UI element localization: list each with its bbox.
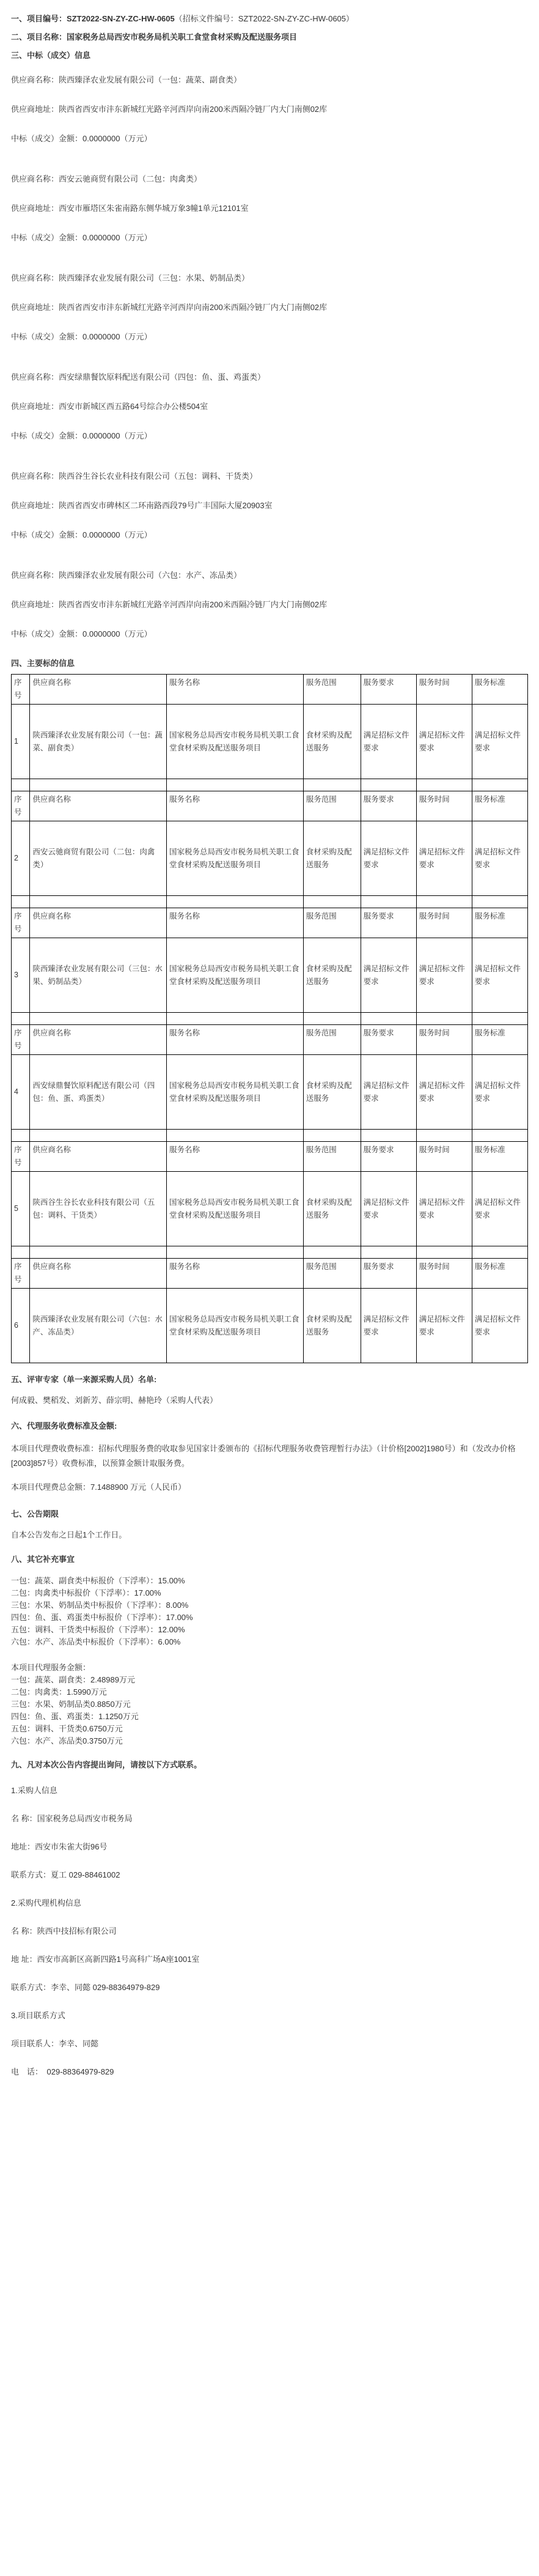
header-service-name: 服务名称 [167, 1142, 304, 1172]
header-service-scope: 服务范围 [303, 1142, 361, 1172]
spacer-cell [303, 1130, 361, 1142]
winner-amount: 中标（成交）金额：0.0000000（万元） [11, 233, 152, 242]
spacer-cell [361, 896, 416, 908]
fee-breakdown-item: 四包：鱼、蛋、鸡蛋类：1.1250万元 [11, 1712, 139, 1721]
header-seq: 序号 [12, 908, 30, 938]
period-text: 自本公告发布之日起1个工作日。 [11, 1530, 127, 1539]
spacer-cell [303, 779, 361, 791]
project-number-label: 一、项目编号： [11, 14, 67, 23]
spacer-cell [167, 1013, 304, 1025]
cell-supplier: 陕西臻泽农业发展有限公司（一包：蔬菜、副食类） [30, 705, 167, 779]
header-service-req: 服务要求 [361, 675, 416, 705]
rate-item: 六包：水产、冻品类中标报价（下浮率）：6.00% [11, 1637, 181, 1646]
cell-supplier: 陕西谷生谷长农业科技有限公司（五包：调料、干货类） [30, 1172, 167, 1246]
cell-service-time: 满足招标文件要求 [416, 1172, 472, 1246]
table-row [12, 1055, 528, 1130]
spacer-cell [361, 1246, 416, 1259]
winners-section-title: 三、中标（成交）信息 [11, 51, 91, 60]
purchaser-head: 1.采购人信息 [11, 1786, 57, 1795]
winner-supplier: 供应商名称：陕西臻泽农业发展有限公司（一包：蔬菜、副食类） [11, 75, 242, 84]
header-service-std: 服务标准 [472, 1025, 527, 1055]
cell-service-name: 国家税务总局西安市税务局机关职工食堂食材采购及配送服务项目 [167, 1055, 304, 1130]
contact-title: 九、凡对本次公告内容提出询问，请按以下方式联系。 [11, 1760, 202, 1769]
fee-breakdown-item: 三包：水果、奶制品类0.8850万元 [11, 1700, 131, 1709]
header-supplier: 供应商名称 [30, 791, 167, 821]
winner-amount: 中标（成交）金额：0.0000000（万元） [11, 431, 152, 440]
cell-supplier: 西安绿鼎餐饮原料配送有限公司（四包：鱼、蛋、鸡蛋类） [30, 1055, 167, 1130]
other-title: 八、其它补充事宜 [11, 1555, 75, 1564]
fee-breakdown-item: 五包：调料、干货类0.6750万元 [11, 1724, 123, 1733]
table-row [12, 821, 528, 896]
winner-supplier: 供应商名称：陕西臻泽农业发展有限公司（三包：水果、奶制品类） [11, 273, 250, 283]
spacer-cell [472, 896, 527, 908]
header-supplier: 供应商名称 [30, 675, 167, 705]
winner-address: 供应商地址：西安市新城区西五路64号综合办公楼504室 [11, 402, 208, 411]
fee-breakdown-item: 六包：水产、冻品类0.3750万元 [11, 1736, 123, 1745]
header-seq: 序号 [12, 791, 30, 821]
cell-service-time: 满足招标文件要求 [416, 705, 472, 779]
header-supplier: 供应商名称 [30, 1142, 167, 1172]
header-service-name: 服务名称 [167, 675, 304, 705]
table-header-row [12, 1142, 528, 1172]
project-name-label: 二、项目名称： [11, 32, 67, 42]
table-row [12, 938, 528, 1013]
spacer-cell [416, 779, 472, 791]
spacer-cell [12, 1130, 30, 1142]
winner-block [11, 371, 528, 470]
spacer-cell [12, 1013, 30, 1025]
header-service-req: 服务要求 [361, 791, 416, 821]
header-service-scope: 服务范围 [303, 1259, 361, 1289]
cell-seq: 5 [12, 1172, 30, 1246]
header-service-name: 服务名称 [167, 1259, 304, 1289]
spacer-cell [12, 779, 30, 791]
header-service-name: 服务名称 [167, 791, 304, 821]
spacer-cell [361, 1130, 416, 1142]
header-seq: 序号 [12, 1142, 30, 1172]
header-service-scope: 服务范围 [303, 791, 361, 821]
header-service-std: 服务标准 [472, 675, 527, 705]
cell-service-time: 满足招标文件要求 [416, 1055, 472, 1130]
spacer-cell [416, 1013, 472, 1025]
header-service-std: 服务标准 [472, 1259, 527, 1289]
cell-service-std: 满足招标文件要求 [472, 821, 527, 896]
cell-supplier: 陕西臻泽农业发展有限公司（六包：水产、冻品类） [30, 1289, 167, 1363]
winner-block [11, 569, 528, 650]
table-spacer-row [12, 1246, 528, 1259]
cell-service-name: 国家税务总局西安市税务局机关职工食堂食材采购及配送服务项目 [167, 938, 304, 1013]
spacer-cell [12, 896, 30, 908]
project-contact-phone: 电 话： 029-88364979-829 [11, 2067, 114, 2076]
fee-total-text: 本项目代理费总金额：7.1488900 万元（人民币） [11, 1482, 186, 1492]
project-contact-person: 项目联系人：李幸、同懿 [11, 2039, 99, 2048]
winner-block [11, 73, 528, 172]
agency-phone: 联系方式：李幸、同懿 029-88364979-829 [11, 1983, 160, 1992]
spacer-cell [167, 1246, 304, 1259]
spacer-cell [472, 1130, 527, 1142]
spacer-cell [30, 896, 167, 908]
main-items-table [11, 674, 528, 1363]
header-service-req: 服务要求 [361, 1259, 416, 1289]
period-title: 七、公告期限 [11, 1509, 59, 1519]
cell-seq: 6 [12, 1289, 30, 1363]
header-seq: 序号 [12, 675, 30, 705]
winner-supplier: 供应商名称：陕西谷生谷长农业科技有限公司（五包：调料、干货类） [11, 472, 258, 481]
winner-block [11, 172, 528, 272]
cell-service-name: 国家税务总局西安市税务局机关职工食堂食材采购及配送服务项目 [167, 1289, 304, 1363]
cell-service-req: 满足招标文件要求 [361, 1289, 416, 1363]
header-service-name: 服务名称 [167, 908, 304, 938]
header-service-time: 服务时间 [416, 1025, 472, 1055]
spacer-cell [303, 1013, 361, 1025]
header-service-std: 服务标准 [472, 791, 527, 821]
spacer-cell [30, 1246, 167, 1259]
project-number-value: SZT2022-SN-ZY-ZC-HW-0605 [67, 14, 175, 23]
table-row [12, 1172, 528, 1246]
header-service-req: 服务要求 [361, 1025, 416, 1055]
header-supplier: 供应商名称 [30, 1259, 167, 1289]
header-service-scope: 服务范围 [303, 1025, 361, 1055]
table-header-row [12, 1025, 528, 1055]
spacer-cell [361, 1013, 416, 1025]
cell-seq: 2 [12, 821, 30, 896]
cell-service-name: 国家税务总局西安市税务局机关职工食堂食材采购及配送服务项目 [167, 1172, 304, 1246]
purchaser-name: 名 称：国家税务总局西安市税务局 [11, 1814, 133, 1823]
header-service-req: 服务要求 [361, 1142, 416, 1172]
purchaser-phone: 联系方式：夏工 029-88461002 [11, 1870, 120, 1879]
spacer-cell [472, 779, 527, 791]
table-header-row [12, 675, 528, 705]
cell-service-scope: 食材采购及配送服务 [303, 705, 361, 779]
header-service-req: 服务要求 [361, 908, 416, 938]
project-number-note: （招标文件编号：SZT2022-SN-ZY-ZC-HW-0605） [174, 14, 354, 23]
header-service-time: 服务时间 [416, 1259, 472, 1289]
table-row [12, 1289, 528, 1363]
cell-service-std: 满足招标文件要求 [472, 1055, 527, 1130]
spacer-cell [303, 1246, 361, 1259]
cell-service-req: 满足招标文件要求 [361, 938, 416, 1013]
winner-supplier: 供应商名称：西安云驰商贸有限公司（二包：肉禽类） [11, 174, 202, 183]
header-supplier: 供应商名称 [30, 1025, 167, 1055]
header-service-time: 服务时间 [416, 675, 472, 705]
cell-service-scope: 食材采购及配送服务 [303, 1172, 361, 1246]
table-header-row [12, 1259, 528, 1289]
rate-item: 一包：蔬菜、副食类中标报价（下浮率）：15.00% [11, 1576, 185, 1585]
project-number-line [11, 12, 528, 26]
winner-address: 供应商地址：陕西省西安市沣东新城红光路辛河西岸向南200米西隔冷链厂内大门南侧02库 [11, 105, 328, 114]
header-service-scope: 服务范围 [303, 675, 361, 705]
spacer-cell [416, 896, 472, 908]
rate-item: 二包：肉禽类中标报价（下浮率）：17.00% [11, 1588, 161, 1597]
fee-breakdown-head: 本项目代理服务金额： [11, 1663, 91, 1672]
cell-service-time: 满足招标文件要求 [416, 821, 472, 896]
project-contact-head: 3.项目联系方式 [11, 2011, 65, 2020]
cell-service-scope: 食材采购及配送服务 [303, 1055, 361, 1130]
table-header-row [12, 791, 528, 821]
cell-service-name: 国家税务总局西安市税务局机关职工食堂食材采购及配送服务项目 [167, 705, 304, 779]
spacer-cell [30, 1013, 167, 1025]
spacer-cell [416, 1246, 472, 1259]
cell-service-scope: 食材采购及配送服务 [303, 821, 361, 896]
header-supplier: 供应商名称 [30, 908, 167, 938]
fee-breakdown-list [11, 1662, 528, 1747]
cell-service-time: 满足招标文件要求 [416, 938, 472, 1013]
spacer-cell [167, 896, 304, 908]
experts-names: 何成毅、樊稻发、刘新芳、薛宗明、赫艳玲（采购人代表） [11, 1396, 218, 1405]
header-service-scope: 服务范围 [303, 908, 361, 938]
table-spacer-row [12, 896, 528, 908]
spacer-cell [361, 779, 416, 791]
header-service-time: 服务时间 [416, 908, 472, 938]
winner-amount: 中标（成交）金额：0.0000000（万元） [11, 332, 152, 341]
table-row [12, 705, 528, 779]
project-name-line [11, 31, 528, 44]
cell-service-std: 满足招标文件要求 [472, 705, 527, 779]
winner-amount: 中标（成交）金额：0.0000000（万元） [11, 134, 152, 143]
fee-breakdown-item: 二包：肉禽类：1.5990万元 [11, 1687, 107, 1697]
spacer-cell [30, 1130, 167, 1142]
cell-service-req: 满足招标文件要求 [361, 821, 416, 896]
spacer-cell [167, 779, 304, 791]
cell-service-time: 满足招标文件要求 [416, 1289, 472, 1363]
cell-service-std: 满足招标文件要求 [472, 1289, 527, 1363]
cell-service-std: 满足招标文件要求 [472, 1172, 527, 1246]
table-spacer-row [12, 1130, 528, 1142]
spacer-cell [472, 1013, 527, 1025]
header-service-name: 服务名称 [167, 1025, 304, 1055]
spacer-cell [416, 1130, 472, 1142]
cell-service-scope: 食材采购及配送服务 [303, 1289, 361, 1363]
cell-seq: 1 [12, 705, 30, 779]
winner-address: 供应商地址：西安市雁塔区朱雀南路东侧华城万象3幢1单元12101室 [11, 204, 249, 213]
cell-service-req: 满足招标文件要求 [361, 705, 416, 779]
agency-address: 地 址：西安市高新区高新四路1号高科广场A座1001室 [11, 1955, 200, 1964]
cell-supplier: 陕西臻泽农业发展有限公司（三包：水果、奶制品类） [30, 938, 167, 1013]
cell-seq: 3 [12, 938, 30, 1013]
fee-breakdown-item: 一包：蔬菜、副食类：2.48989万元 [11, 1675, 135, 1684]
agency-head: 2.采购代理机构信息 [11, 1898, 81, 1908]
table-spacer-row [12, 779, 528, 791]
rate-item: 三包：水果、奶制品类中标报价（下浮率）：8.00% [11, 1601, 189, 1610]
table-spacer-row [12, 1013, 528, 1025]
cell-service-req: 满足招标文件要求 [361, 1172, 416, 1246]
rate-item: 四包：鱼、蛋、鸡蛋类中标报价（下浮率）：17.00% [11, 1613, 193, 1622]
rate-list [11, 1575, 528, 1648]
header-service-time: 服务时间 [416, 791, 472, 821]
header-seq: 序号 [12, 1259, 30, 1289]
experts-title: 五、评审专家（单一来源采购人员）名单: [11, 1375, 157, 1384]
fee-title: 六、代理服务收费标准及金额: [11, 1421, 117, 1430]
spacer-cell [30, 779, 167, 791]
main-items-title: 四、主要标的信息 [11, 659, 75, 668]
header-seq: 序号 [12, 1025, 30, 1055]
spacer-cell [167, 1130, 304, 1142]
cell-service-scope: 食材采购及配送服务 [303, 938, 361, 1013]
cell-service-req: 满足招标文件要求 [361, 1055, 416, 1130]
spacer-cell [303, 896, 361, 908]
header-service-time: 服务时间 [416, 1142, 472, 1172]
cell-seq: 4 [12, 1055, 30, 1130]
winner-address: 供应商地址：陕西省西安市沣东新城红光路辛河西岸向南200米西隔冷链厂内大门南侧02库 [11, 303, 328, 312]
cell-service-name: 国家税务总局西安市税务局机关职工食堂食材采购及配送服务项目 [167, 821, 304, 896]
winner-amount: 中标（成交）金额：0.0000000（万元） [11, 629, 152, 638]
fee-standard-text: 本项目代理费收费标准：招标代理服务费的收取参见国家计委颁布的《招标代理服务收费管理暂行办法》（计价格[2002]1980号）和（发改办价格[2003]857号）收费标准，以预算金额计取服务费。 [11, 1444, 516, 1468]
winner-amount: 中标（成交）金额：0.0000000（万元） [11, 530, 152, 539]
cell-supplier: 西安云驰商贸有限公司（二包：肉禽类） [30, 821, 167, 896]
agency-name: 名 称：陕西中技招标有限公司 [11, 1926, 117, 1936]
table-header-row [12, 908, 528, 938]
winner-address: 供应商地址：陕西省西安市碑林区二环南路西段79号广丰国际大厦20903室 [11, 501, 273, 510]
purchaser-address: 地址：西安市朱雀大街96号 [11, 1842, 108, 1851]
header-service-std: 服务标准 [472, 1142, 527, 1172]
spacer-cell [12, 1246, 30, 1259]
winner-address: 供应商地址：陕西省西安市沣东新城红光路辛河西岸向南200米西隔冷链厂内大门南侧02库 [11, 600, 328, 609]
rate-item: 五包：调料、干货类中标报价（下浮率）：12.00% [11, 1625, 185, 1634]
header-service-std: 服务标准 [472, 908, 527, 938]
project-name-value: 国家税务总局西安市税务局机关职工食堂食材采购及配送服务项目 [67, 32, 298, 42]
winner-block [11, 470, 528, 569]
winner-supplier: 供应商名称：西安绿鼎餐饮原料配送有限公司（四包：鱼、蛋、鸡蛋类） [11, 372, 266, 382]
winners-list [11, 73, 528, 650]
winner-block [11, 272, 528, 371]
winner-supplier: 供应商名称：陕西臻泽农业发展有限公司（六包：水产、冻品类） [11, 571, 242, 580]
cell-service-std: 满足招标文件要求 [472, 938, 527, 1013]
spacer-cell [472, 1246, 527, 1259]
